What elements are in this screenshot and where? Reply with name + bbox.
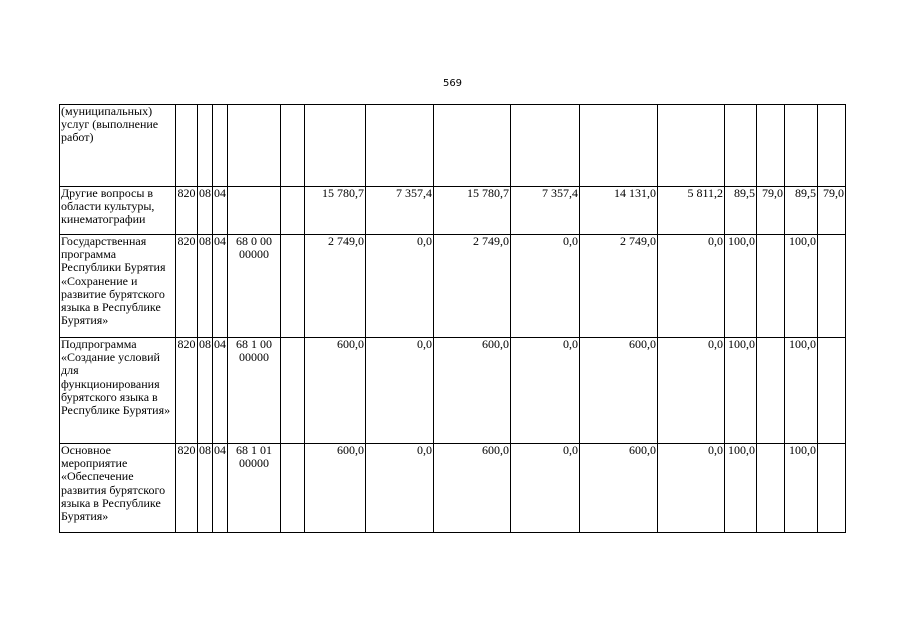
target-article-code bbox=[228, 187, 281, 235]
row-name: Другие вопросы в области культуры, кинематографии bbox=[60, 187, 176, 235]
percent-cell bbox=[785, 105, 818, 187]
expense-type-code bbox=[281, 187, 305, 235]
table-row bbox=[60, 235, 846, 338]
row-name: Основное мероприятие «Обеспечение развития бурятского языка в Республике Бурятия» bbox=[60, 444, 176, 533]
expense-type-code bbox=[281, 105, 305, 187]
percent-cell bbox=[757, 444, 785, 533]
percent-cell bbox=[818, 105, 846, 187]
percent-cell: 79,0 bbox=[818, 187, 846, 235]
percent-cell bbox=[757, 235, 785, 338]
value-cell: 7 357,4 bbox=[511, 187, 580, 235]
value-cell bbox=[511, 105, 580, 187]
percent-cell: 100,0 bbox=[785, 235, 818, 338]
budget-table bbox=[59, 104, 846, 533]
subsection-code bbox=[213, 105, 228, 187]
percent-cell bbox=[757, 338, 785, 444]
subsection-code: 04 bbox=[213, 444, 228, 533]
percent-cell: 100,0 bbox=[785, 338, 818, 444]
percent-cell bbox=[757, 105, 785, 187]
expense-type-code bbox=[281, 444, 305, 533]
page-number: 569 bbox=[442, 78, 463, 89]
value-cell: 0,0 bbox=[658, 338, 725, 444]
percent-cell: 89,5 bbox=[725, 187, 757, 235]
value-cell: 600,0 bbox=[305, 338, 366, 444]
value-cell: 2 749,0 bbox=[434, 235, 511, 338]
percent-cell: 89,5 bbox=[785, 187, 818, 235]
subsection-code: 04 bbox=[213, 338, 228, 444]
table-row bbox=[60, 187, 846, 235]
section-code: 08 bbox=[198, 187, 213, 235]
ved-code: 820 bbox=[176, 338, 198, 444]
value-cell: 0,0 bbox=[366, 338, 434, 444]
target-article-code bbox=[228, 105, 281, 187]
value-cell bbox=[305, 105, 366, 187]
ved-code: 820 bbox=[176, 444, 198, 533]
subsection-code: 04 bbox=[213, 187, 228, 235]
table-row bbox=[60, 105, 846, 187]
ved-code: 820 bbox=[176, 235, 198, 338]
value-cell: 0,0 bbox=[658, 444, 725, 533]
ved-code: 820 bbox=[176, 187, 198, 235]
value-cell: 5 811,2 bbox=[658, 187, 725, 235]
percent-cell: 79,0 bbox=[757, 187, 785, 235]
ved-code bbox=[176, 105, 198, 187]
subsection-code: 04 bbox=[213, 235, 228, 338]
table-row bbox=[60, 338, 846, 444]
percent-cell bbox=[818, 338, 846, 444]
target-article-code: 68 0 00 00000 bbox=[228, 235, 281, 338]
value-cell bbox=[580, 105, 658, 187]
value-cell: 0,0 bbox=[366, 444, 434, 533]
value-cell: 14 131,0 bbox=[580, 187, 658, 235]
value-cell: 0,0 bbox=[511, 444, 580, 533]
percent-cell: 100,0 bbox=[725, 235, 757, 338]
value-cell: 2 749,0 bbox=[305, 235, 366, 338]
expense-type-code bbox=[281, 235, 305, 338]
section-code: 08 bbox=[198, 444, 213, 533]
value-cell: 15 780,7 bbox=[305, 187, 366, 235]
row-name: Государственная программа Республики Бурятия «Сохранение и развитие бурятского языка в Республике Бурятия» bbox=[60, 235, 176, 338]
value-cell: 600,0 bbox=[580, 444, 658, 533]
value-cell: 600,0 bbox=[434, 338, 511, 444]
value-cell: 600,0 bbox=[305, 444, 366, 533]
value-cell: 600,0 bbox=[434, 444, 511, 533]
percent-cell bbox=[725, 105, 757, 187]
value-cell bbox=[658, 105, 725, 187]
value-cell: 0,0 bbox=[658, 235, 725, 338]
table-row bbox=[60, 444, 846, 533]
row-name: Подпрограмма «Создание условий для функционирования бурятского языка в Республике Бурятия» bbox=[60, 338, 176, 444]
value-cell: 0,0 bbox=[366, 235, 434, 338]
value-cell: 15 780,7 bbox=[434, 187, 511, 235]
percent-cell: 100,0 bbox=[725, 338, 757, 444]
section-code: 08 bbox=[198, 235, 213, 338]
expense-type-code bbox=[281, 338, 305, 444]
row-name: (муниципальных) услуг (выполнение работ) bbox=[60, 105, 176, 187]
value-cell bbox=[366, 105, 434, 187]
section-code: 08 bbox=[198, 338, 213, 444]
value-cell: 2 749,0 bbox=[580, 235, 658, 338]
value-cell: 7 357,4 bbox=[366, 187, 434, 235]
value-cell bbox=[434, 105, 511, 187]
percent-cell: 100,0 bbox=[785, 444, 818, 533]
percent-cell bbox=[818, 235, 846, 338]
target-article-code: 68 1 00 00000 bbox=[228, 338, 281, 444]
percent-cell bbox=[818, 444, 846, 533]
target-article-code: 68 1 01 00000 bbox=[228, 444, 281, 533]
value-cell: 0,0 bbox=[511, 235, 580, 338]
value-cell: 600,0 bbox=[580, 338, 658, 444]
section-code bbox=[198, 105, 213, 187]
percent-cell: 100,0 bbox=[725, 444, 757, 533]
value-cell: 0,0 bbox=[511, 338, 580, 444]
